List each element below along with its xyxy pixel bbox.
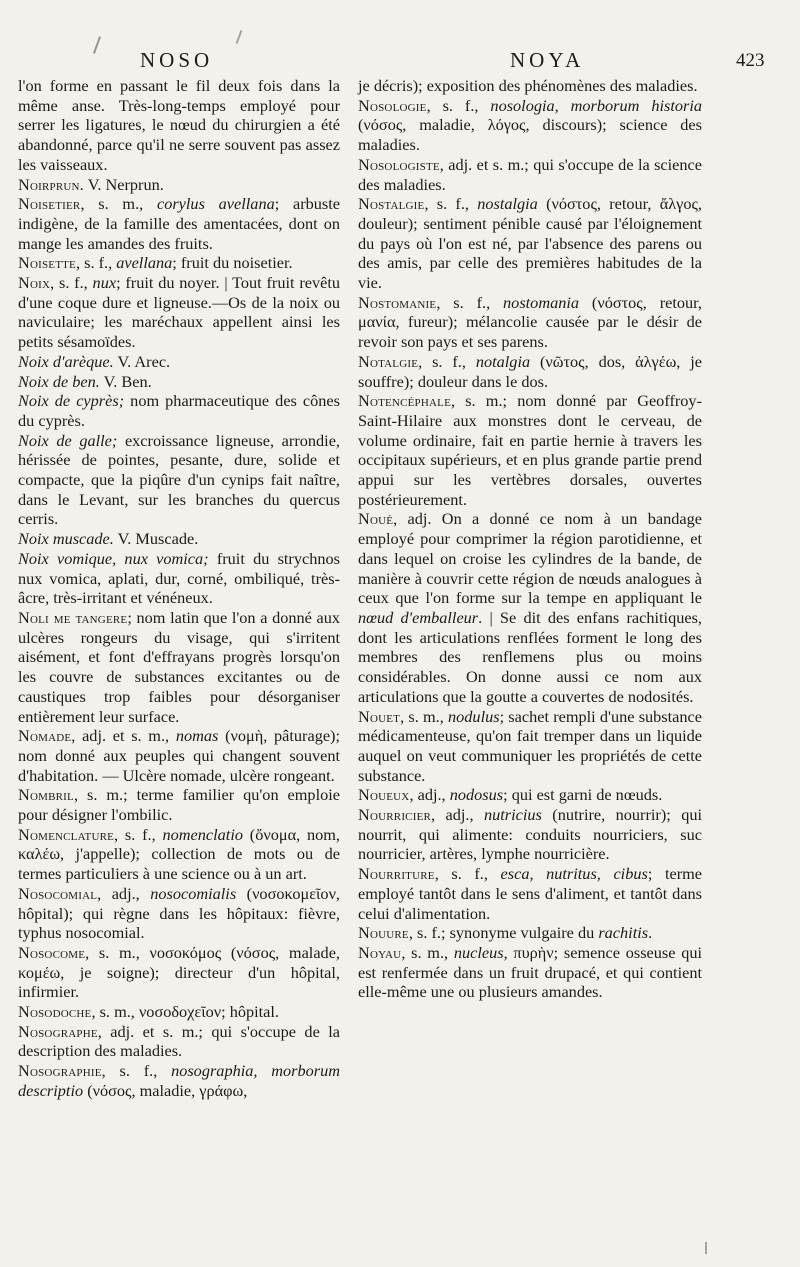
entry-latin-term: nucleus	[453, 942, 504, 962]
entry-text: ; qui est garni de nœuds.	[503, 785, 663, 805]
dictionary-entry	[18, 352, 340, 372]
entry-text: , adj.,	[97, 883, 151, 903]
dictionary-entry	[18, 529, 340, 549]
entry-text: , adj. On a donné ce nom à un bandage employé pour comprimer la région parotidienne, et dans lequel on croise les cylindres de la bande, de manière à couvrir cette région de nœuds analogues à ceux que l'on forme sur la tempe en appliquant le	[358, 509, 702, 608]
ink-mark	[236, 30, 243, 44]
dictionary-entry	[18, 1002, 340, 1022]
entry-latin-term: nostalgia	[477, 194, 538, 214]
entry-text: , s. f.,	[426, 95, 491, 115]
dictionary-entry	[18, 726, 340, 785]
entry-headword: Noueux	[358, 785, 410, 805]
entry-headword: Noisette	[18, 253, 76, 273]
dictionary-entry	[18, 608, 340, 726]
dictionary-entry	[18, 431, 340, 530]
entry-text: V. Muscade.	[113, 529, 199, 549]
entry-text: ; arbuste indigène, de la famille des amentacées, dont on mange les amandes des fruits.	[18, 194, 341, 253]
entry-headword: Nosographe	[18, 1021, 98, 1041]
entry-text: , s. m.,	[401, 942, 454, 962]
dictionary-entry	[18, 273, 340, 352]
entry-text: , s. m., νοσοκόμος (νόσος, malade, κομέω, je soigne); directeur d'un hôpital, infirmier.	[18, 942, 340, 1002]
dictionary-entry	[18, 549, 340, 608]
entry-text: V. Arec.	[113, 351, 171, 371]
entry-text: (νοσοκομεῖον, hôpital); qui règne dans les hôpitaux: fièvre, typhus nosocomial.	[18, 883, 341, 943]
dictionary-entry	[358, 194, 702, 293]
entry-text: excroissance ligneuse, arrondie, hérissée de pointes, pesante, dure, solide et compacte, que la piqûre d'un cynips fait naître, dans le Levant, sur les branches du quercus cerris.	[18, 430, 340, 529]
entry-latin-term: nostomania	[503, 292, 580, 312]
dictionary-entry	[358, 96, 702, 155]
entry-text: , s. f.,	[434, 864, 501, 884]
dictionary-entry	[358, 509, 702, 706]
entry-headword: Nourriture	[358, 864, 435, 884]
entry-text: V. Nerprun.	[83, 174, 164, 194]
entry-text: , s. f.,	[424, 194, 478, 214]
entry-latin-term: nosologia, morborum historia	[490, 95, 703, 115]
entry-latin-term: nosocomialis	[150, 883, 237, 903]
dictionary-entry	[18, 825, 340, 884]
entry-text: . | Se dit des enfans rachitiques, dont les articulations renflées forment le long des membres des renflemens plus ou moins considérables. On donne aussi ce nom aux articulations que la goutte a couvertes de nodosités.	[358, 607, 702, 706]
dictionary-entry	[358, 76, 702, 96]
entry-latin-term: nomas	[175, 726, 219, 746]
entry-text: , s. f.,	[75, 253, 117, 273]
header-right-guide-word: NOYA	[510, 48, 585, 72]
entry-latin-term: notalgia	[475, 351, 531, 371]
dictionary-entry	[18, 253, 340, 273]
entry-headword: Nostalgie	[358, 194, 425, 214]
entry-headword: Nosocomial	[18, 883, 98, 903]
entry-headword: Nomenclature	[18, 824, 115, 844]
entry-text: (νόστος, retour, ἄλγος, douleur); sentiment pénible causé par l'éloignement du pays où l'on est né, par l'absence des parens ou des amis, par celle des premières habitudes de la vie.	[358, 194, 703, 293]
entry-text: nom pharmaceutique des cônes du cyprès.	[18, 391, 340, 430]
entry-text: (νομὴ, pâturage); nom donné aux peuples qui changent souvent d'habitation. — Ulcère nomade, ulcère rongeant.	[18, 726, 341, 785]
dictionary-entry	[18, 194, 340, 253]
ink-mark	[705, 1242, 707, 1254]
left-column	[18, 76, 340, 1101]
entry-text: , s. m.; nom donné par Geoffroy-Saint-Hilaire aux monstres dont le cerveau, de volume ordinaire, fait en partie hernie à travers les occipitaux supérieurs, et en plus grande partie prend appui sur les vertèbres dorsales, ouvertes postérieurement.	[358, 391, 702, 509]
entry-text: ; nom latin que l'on a donné aux ulcères rongeurs du visage, qui s'irritent aisément, et font d'effrayans progrès lorsqu'on les couvre de substances excitantes ou de caustiques trop faibles pour désorganiser entièrement leur surface.	[18, 607, 341, 726]
entry-latin-term: nodulus	[448, 706, 500, 726]
dictionary-entry	[18, 76, 340, 175]
entry-headword: Noix	[18, 273, 51, 293]
entry-text: , adj.,	[431, 805, 484, 825]
entry-headword: Noix de ben.	[18, 371, 100, 391]
entry-text: .	[648, 923, 653, 943]
page-number: 423	[736, 50, 765, 71]
entry-headword: Nombril	[18, 785, 74, 805]
entry-text: (νόσος, maladie, λόγος, discours); science des maladies.	[358, 115, 702, 155]
dictionary-entry	[18, 1022, 340, 1061]
entry-text: , s. m.; terme familier qu'on emploie pour désigner l'ombilic.	[18, 785, 340, 825]
entry-text: , adj. et s. m.,	[71, 726, 176, 746]
entry-headword: Noix muscade.	[18, 529, 114, 549]
entry-headword: Notencéphale	[358, 391, 451, 411]
entry-headword: Nosographie	[18, 1061, 102, 1081]
entry-latin-term: nœud d'emballeur	[358, 607, 479, 627]
entry-headword: Noix d'arèque.	[18, 351, 114, 371]
entry-headword: Noli me tangere	[18, 607, 128, 627]
entry-text: je décris); exposition des phénomènes des maladies.	[358, 76, 698, 95]
entry-headword: Nosologie	[358, 95, 427, 115]
entry-text: V. Ben.	[99, 371, 152, 391]
entry-headword: Nomade	[18, 726, 72, 746]
entry-text: (νόστος, retour, μανία, fureur); mélancolie causée par le désir de revoir son pays et ses parens.	[358, 292, 702, 352]
dictionary-entry	[18, 391, 340, 430]
entry-text: fruit du strychnos nux vomica, aplati, dur, corné, ombiliqué, très-âcre, très-irritant et vénéneux.	[18, 548, 340, 608]
entry-text: , adj. et s. m.; qui s'occupe de la description des maladies.	[18, 1021, 340, 1061]
dictionary-entry	[358, 707, 702, 786]
entry-latin-term: nux	[92, 273, 117, 293]
entry-text: , s. f.,	[101, 1061, 172, 1081]
entry-text: , s. m.,	[80, 194, 157, 214]
entry-headword: Nosocome	[18, 942, 86, 962]
dictionary-entry	[18, 884, 340, 943]
entry-headword: Nosologiste	[358, 154, 440, 174]
running-header	[0, 48, 800, 78]
entry-latin-term: nomenclatio	[162, 824, 243, 844]
header-left-guide-word: NOSO	[140, 48, 214, 72]
entry-latin-term: nutricius	[483, 805, 542, 825]
entry-headword: Nourricier	[358, 805, 432, 825]
entry-text: ; terme employé tantôt dans le sens d'aliment, et tantôt dans celui d'alimentation.	[358, 864, 703, 923]
entry-text: ; fruit du noyer. | Tout fruit revêtu d'une coque dure et ligneuse.—Os de la noix ou naviculaire; les maréchaux appellent ainsi les petits sésamoïdes.	[18, 273, 341, 352]
dictionary-entry	[358, 352, 702, 391]
right-column	[358, 76, 702, 1002]
dictionary-entry	[358, 943, 702, 1002]
entry-text: (ὄνομα, nom, καλέω, j'appelle); collection de mots ou de termes particuliers à une science ou à un art.	[18, 824, 340, 884]
entry-headword: Noix de galle;	[18, 430, 118, 450]
entry-headword: Nostomanie	[358, 292, 437, 312]
entry-text: , πυρὴν; semence osseuse qui est renfermée dans un fruit drupacé, et qui contient elle-même une ou plusieurs amandes.	[358, 942, 703, 1002]
entry-headword: Noyau	[358, 942, 402, 962]
entry-latin-term: rachitis	[598, 923, 649, 943]
dictionary-entry	[358, 391, 702, 509]
entry-text: ; fruit du noisetier.	[172, 253, 293, 273]
entry-text: , adj.,	[409, 785, 450, 805]
entry-headword: Noix de cyprès;	[18, 391, 125, 411]
entry-text: ; sachet rempli d'une substance médicamenteuse, qu'on fait tremper dans un liquide auquel on veut communiquer les propriétés de cette substance.	[358, 706, 702, 785]
entry-headword: Nouet	[358, 706, 401, 726]
dictionary-entry	[18, 175, 340, 195]
entry-headword: Noisetier	[18, 194, 81, 214]
entry-text: , s. f.; synonyme vulgaire du	[408, 923, 599, 943]
entry-text: , s. m., νοσοδοχεῖον; hôpital.	[91, 1002, 280, 1022]
entry-latin-term: corylus avellana	[156, 194, 275, 214]
entry-headword: Nosodoche	[18, 1002, 92, 1022]
dictionary-entry	[18, 1061, 340, 1100]
entry-text: , s. m.,	[400, 706, 448, 726]
dictionary-entry	[18, 372, 340, 392]
entry-text: , s. f.,	[418, 351, 476, 371]
entry-text: , s. f.,	[114, 824, 163, 844]
entry-text: , s. f.,	[50, 273, 93, 293]
entry-headword: Noix vomique, nux vomica;	[18, 548, 209, 568]
entry-latin-term: nosographia, morborum descriptio	[18, 1061, 340, 1100]
entry-headword: Notalgie	[358, 351, 419, 371]
dictionary-entry	[358, 864, 702, 923]
entry-latin-term: nodosus	[449, 785, 504, 805]
dictionary-entry	[358, 805, 702, 864]
dictionary-entry	[358, 785, 702, 805]
entry-text: (νῶτος, dos, ἀλγέω, je souffre); douleur dans le dos.	[358, 351, 703, 391]
entry-text: , adj. et s. m.; qui s'occupe de la science des maladies.	[358, 154, 702, 194]
entry-headword: Noirprun.	[18, 174, 84, 194]
entry-text: l'on forme en passant le fil deux fois dans la même anse. Très-long-temps employé pour serrer les ligatures, le nœud du chirurgien a été abandonné, parce qu'il ne serre souvent pas assez les vaisseaux.	[18, 76, 340, 174]
entry-text: , s. f.,	[436, 292, 504, 312]
entry-latin-term: avellana	[116, 253, 173, 273]
dictionary-entry	[358, 923, 702, 943]
dictionary-entry	[18, 943, 340, 1002]
dictionary-entry	[18, 785, 340, 824]
entry-headword: Nouure	[358, 923, 409, 943]
entry-text: (νόσος, maladie, γράφω,	[83, 1080, 248, 1100]
entry-headword: Noué	[358, 509, 394, 529]
entry-text: (nutrire, nourrir); qui nourrit, qui alimente: conduits nourriciers, suc nourricier, artères, lymphe nourricière.	[358, 805, 702, 864]
dictionary-entry	[358, 293, 702, 352]
dictionary-entry	[358, 155, 702, 194]
entry-latin-term: esca, nutritus, cibus	[500, 864, 648, 884]
